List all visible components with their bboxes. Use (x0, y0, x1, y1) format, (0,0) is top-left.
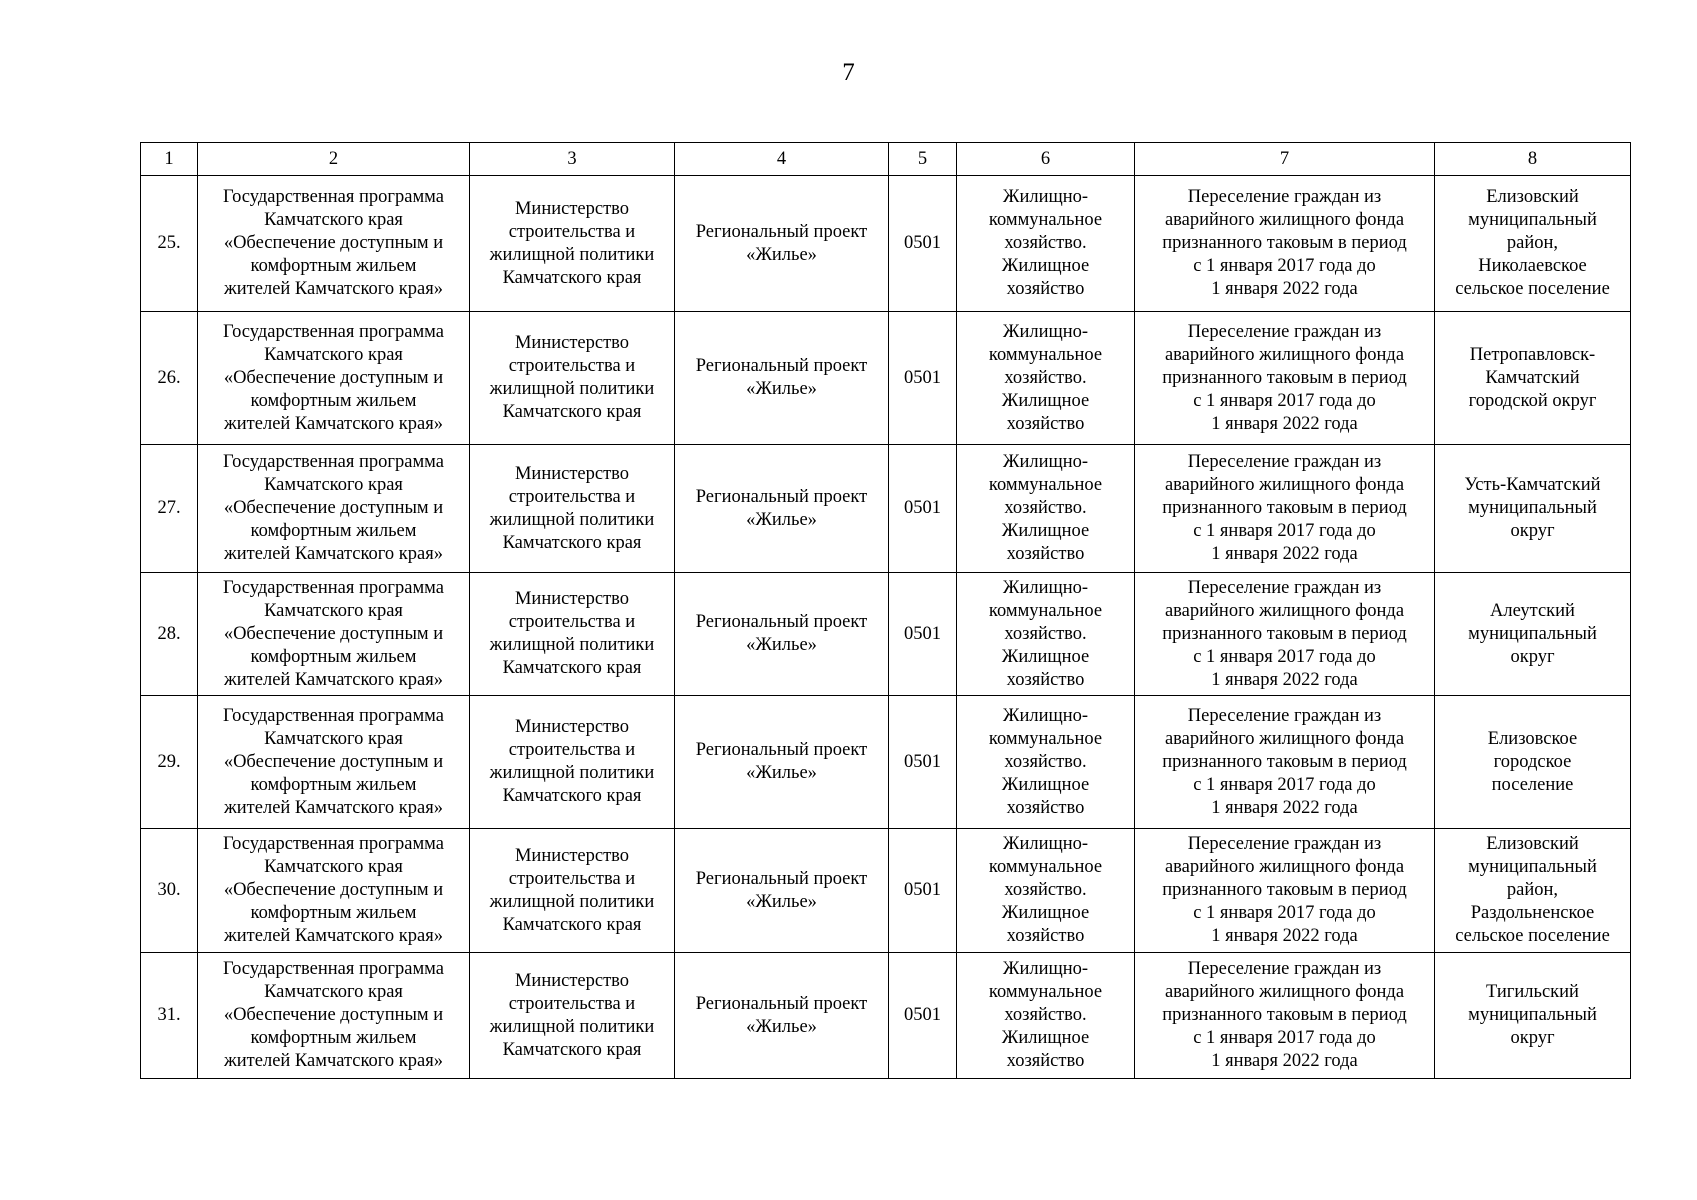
program-cell: Государственная программа Камчатского края «Обеспечение доступным и комфортным жильем жителей Камчатского края» (198, 573, 470, 696)
description-cell: Переселение граждан из аварийного жилищного фонда признанного таковым в период с 1 января 2017 года до 1 января 2022 года (1135, 176, 1435, 312)
description-cell: Переселение граждан из аварийного жилищного фонда признанного таковым в период с 1 января 2017 года до 1 января 2022 года (1135, 953, 1435, 1079)
column-header: 1 (141, 143, 198, 176)
page-number: 7 (842, 59, 855, 86)
code-cell: 0501 (889, 176, 957, 312)
row-number: 28. (141, 573, 198, 696)
territory-cell: Алеутский муниципальный округ (1435, 573, 1631, 696)
column-header: 7 (1135, 143, 1435, 176)
table-row (141, 445, 1631, 573)
sector-cell: Жилищно- коммунальное хозяйство. Жилищное хозяйство (957, 573, 1135, 696)
code-cell: 0501 (889, 953, 957, 1079)
program-table (140, 142, 1631, 1079)
ministry-cell: Министерство строительства и жилищной политики Камчатского края (470, 953, 675, 1079)
row-number: 27. (141, 445, 198, 573)
ministry-cell: Министерство строительства и жилищной политики Камчатского края (470, 312, 675, 445)
program-cell: Государственная программа Камчатского края «Обеспечение доступным и комфортным жильем жителей Камчатского края» (198, 312, 470, 445)
territory-cell: Елизовское городское поселение (1435, 696, 1631, 829)
row-number: 26. (141, 312, 198, 445)
description-cell: Переселение граждан из аварийного жилищного фонда признанного таковым в период с 1 января 2017 года до 1 января 2022 года (1135, 445, 1435, 573)
header-row (141, 143, 1631, 176)
project-cell: Региональный проект «Жилье» (675, 445, 889, 573)
row-number: 29. (141, 696, 198, 829)
description-cell: Переселение граждан из аварийного жилищного фонда признанного таковым в период с 1 января 2017 года до 1 января 2022 года (1135, 696, 1435, 829)
row-number: 25. (141, 176, 198, 312)
program-cell: Государственная программа Камчатского края «Обеспечение доступным и комфортным жильем жителей Камчатского края» (198, 176, 470, 312)
code-cell: 0501 (889, 312, 957, 445)
column-header: 4 (675, 143, 889, 176)
project-cell: Региональный проект «Жилье» (675, 176, 889, 312)
sector-cell: Жилищно- коммунальное хозяйство. Жилищное хозяйство (957, 696, 1135, 829)
code-cell: 0501 (889, 829, 957, 953)
ministry-cell: Министерство строительства и жилищной политики Камчатского края (470, 176, 675, 312)
sector-cell: Жилищно- коммунальное хозяйство. Жилищное хозяйство (957, 312, 1135, 445)
column-header: 8 (1435, 143, 1631, 176)
project-cell: Региональный проект «Жилье» (675, 696, 889, 829)
sector-cell: Жилищно- коммунальное хозяйство. Жилищное хозяйство (957, 445, 1135, 573)
sector-cell: Жилищно- коммунальное хозяйство. Жилищное хозяйство (957, 829, 1135, 953)
ministry-cell: Министерство строительства и жилищной политики Камчатского края (470, 696, 675, 829)
project-cell: Региональный проект «Жилье» (675, 829, 889, 953)
project-cell: Региональный проект «Жилье» (675, 573, 889, 696)
table-row (141, 829, 1631, 953)
row-number: 30. (141, 829, 198, 953)
table-row (141, 573, 1631, 696)
description-cell: Переселение граждан из аварийного жилищного фонда признанного таковым в период с 1 января 2017 года до 1 января 2022 года (1135, 573, 1435, 696)
territory-cell: Елизовский муниципальный район, Николаевское сельское поселение (1435, 176, 1631, 312)
territory-cell: Тигильский муниципальный округ (1435, 953, 1631, 1079)
column-header: 5 (889, 143, 957, 176)
ministry-cell: Министерство строительства и жилищной политики Камчатского края (470, 829, 675, 953)
project-cell: Региональный проект «Жилье» (675, 953, 889, 1079)
table-row (141, 953, 1631, 1079)
project-cell: Региональный проект «Жилье» (675, 312, 889, 445)
table-row (141, 176, 1631, 312)
column-header: 2 (198, 143, 470, 176)
column-header: 6 (957, 143, 1135, 176)
column-header: 3 (470, 143, 675, 176)
description-cell: Переселение граждан из аварийного жилищного фонда признанного таковым в период с 1 января 2017 года до 1 января 2022 года (1135, 829, 1435, 953)
code-cell: 0501 (889, 696, 957, 829)
table-row (141, 696, 1631, 829)
ministry-cell: Министерство строительства и жилищной политики Камчатского края (470, 573, 675, 696)
territory-cell: Петропавловск- Камчатский городской округ (1435, 312, 1631, 445)
code-cell: 0501 (889, 445, 957, 573)
territory-cell: Усть-Камчатский муниципальный округ (1435, 445, 1631, 573)
sector-cell: Жилищно- коммунальное хозяйство. Жилищное хозяйство (957, 953, 1135, 1079)
program-cell: Государственная программа Камчатского края «Обеспечение доступным и комфортным жильем жителей Камчатского края» (198, 953, 470, 1079)
ministry-cell: Министерство строительства и жилищной политики Камчатского края (470, 445, 675, 573)
table-row (141, 312, 1631, 445)
row-number: 31. (141, 953, 198, 1079)
sector-cell: Жилищно- коммунальное хозяйство. Жилищное хозяйство (957, 176, 1135, 312)
code-cell: 0501 (889, 573, 957, 696)
program-cell: Государственная программа Камчатского края «Обеспечение доступным и комфортным жильем жителей Камчатского края» (198, 696, 470, 829)
program-cell: Государственная программа Камчатского края «Обеспечение доступным и комфортным жильем жителей Камчатского края» (198, 829, 470, 953)
territory-cell: Елизовский муниципальный район, Раздольненское сельское поселение (1435, 829, 1631, 953)
program-cell: Государственная программа Камчатского края «Обеспечение доступным и комфортным жильем жителей Камчатского края» (198, 445, 470, 573)
description-cell: Переселение граждан из аварийного жилищного фонда признанного таковым в период с 1 января 2017 года до 1 января 2022 года (1135, 312, 1435, 445)
